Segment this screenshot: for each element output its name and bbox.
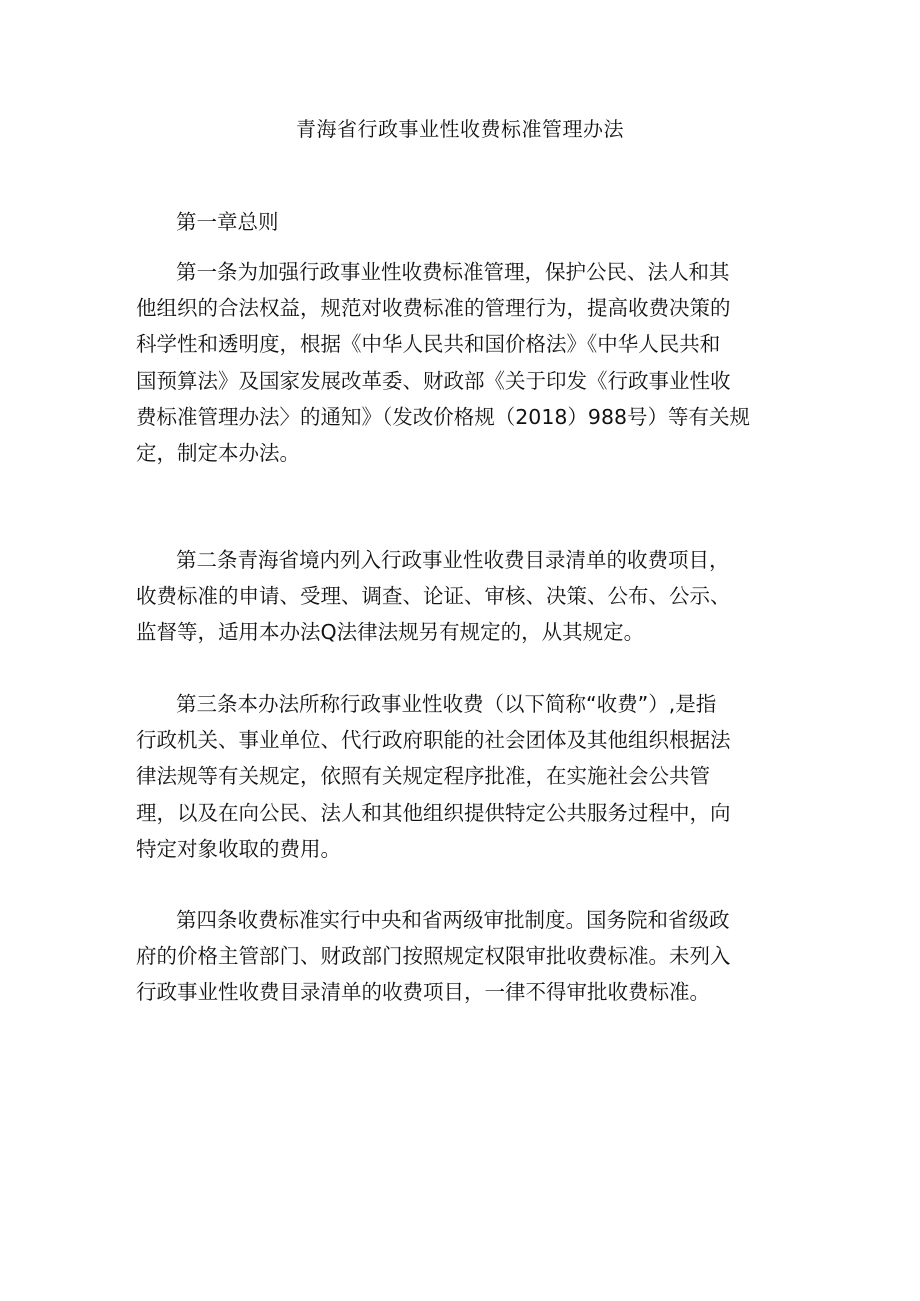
- article-1-line: 定，制定本办法。: [136, 441, 300, 466]
- article-4-line: 府的价格主管部门、财政部门按照规定权限审批收费标准。未列入: [136, 944, 731, 969]
- article-4-line: 行政事业性收费目录清单的收费项目，一律不得审批收费标准。: [136, 980, 710, 1005]
- article-3-line: 理，以及在向公民、法人和其他组织提供特定公共服务过程中，向: [136, 800, 731, 825]
- document-title: 青海省行政事业性收费标准管理办法: [296, 117, 624, 141]
- article-1-line: 科学性和透明度，根据《中华人民共和国价格法》《中华人民共和: [136, 332, 721, 357]
- article-2-line: 第二条青海省境内列入行政事业性收费目录清单的收费项目，: [176, 548, 730, 572]
- article-3-line: 第三条本办法所称行政事业性收费（以下简称“收费”）,是指: [176, 692, 717, 716]
- chapter-heading: [136, 204, 776, 240]
- article-2-line: 收费标准的申请、受理、调查、论证、审核、决策、公布、公示、: [136, 584, 731, 609]
- article-4: [136, 902, 776, 1011]
- article-4-line: 第四条收费标准实行中央和省两级审批制度。国务院和省级政: [176, 908, 730, 932]
- article-1-line: 费标准管理办法〉的通知》（发改价格规（2018）988号）等有关规: [136, 404, 751, 429]
- chapter-heading-text: 第一章总则: [176, 210, 279, 234]
- article-1-line: 第一条为加强行政事业性收费标准管理，保护公民、法人和其: [176, 260, 730, 284]
- article-1: [136, 254, 776, 471]
- article-3-line: 律法规等有关规定，依照有关规定程序批准，在实施社会公共管: [136, 764, 710, 789]
- article-2: [136, 542, 776, 651]
- article-2-line: 监督等，适用本办法Q法律法规另有规定的，从其规定。: [136, 620, 645, 645]
- article-1-line: 他组织的合法权益，规范对收费标准的管理行为，提高收费决策的: [136, 296, 731, 321]
- article-3-line: 行政机关、事业单位、代行政府职能的社会团体及其他组织根据法: [136, 728, 731, 753]
- article-1-line: 国预算法》及国家发展改革委、财政部《关于印发《行政事业性收: [136, 368, 731, 393]
- article-3-line: 特定对象收取的费用。: [136, 836, 341, 861]
- article-3: [136, 686, 776, 867]
